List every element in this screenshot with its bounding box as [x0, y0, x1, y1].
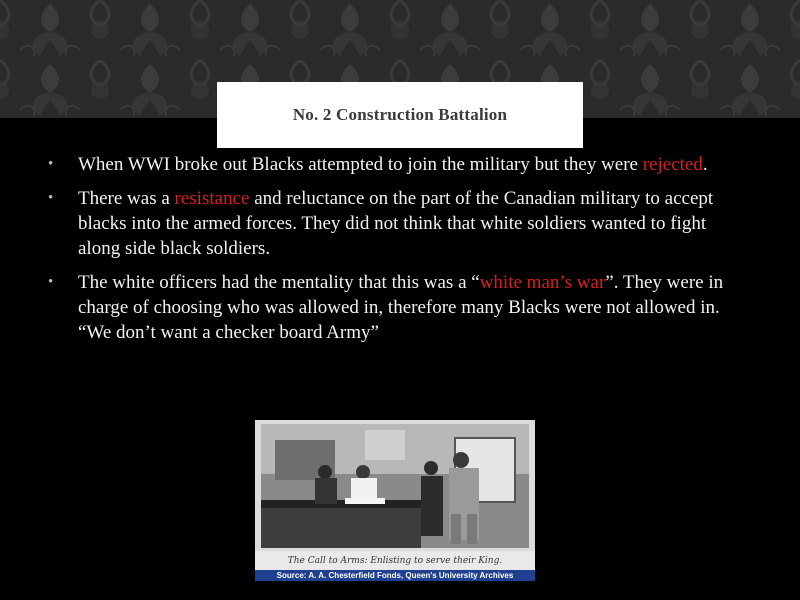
bullet-text: ”. They were in charge of choosing who was allowed in, therefore many Blacks were not allowed in. “We don’t want a checker board Army” — [78, 272, 724, 343]
bullet-list — [48, 152, 748, 354]
bullet-dot-icon: • — [48, 274, 54, 290]
photo-source: Source: A. A. Chesterfield Fonds, Queen's University Archives — [255, 570, 535, 581]
bullet-item — [48, 186, 748, 261]
slide-title: No. 2 Construction Battalion — [292, 105, 508, 124]
bullet-text: The white officers had the mentality that this was a “ — [78, 272, 480, 293]
historical-photo — [255, 420, 535, 581]
bullet-dot-icon: • — [48, 190, 54, 206]
highlighted-text: rejected — [642, 154, 703, 175]
bullet-text: There was a — [78, 188, 175, 209]
title-box — [217, 82, 583, 148]
bullet-item — [48, 270, 748, 345]
photo-caption: The Call to Arms: Enlisting to serve their King. — [287, 556, 503, 566]
highlighted-text: resistance — [174, 188, 250, 209]
photo-illustration — [255, 420, 535, 551]
bullet-dot-icon: • — [48, 156, 54, 172]
bullet-text: When WWI broke out Blacks attempted to join the military but they were — [78, 154, 643, 175]
bullet-text: . — [702, 154, 708, 175]
bullet-text: and reluctance on the part of the Canadian military to accept blacks into the armed forces. They did not think that white soldiers wanted to fight along side black soldiers. — [78, 188, 714, 259]
bullet-item — [48, 152, 748, 177]
highlighted-text: white man’s war — [479, 272, 606, 293]
